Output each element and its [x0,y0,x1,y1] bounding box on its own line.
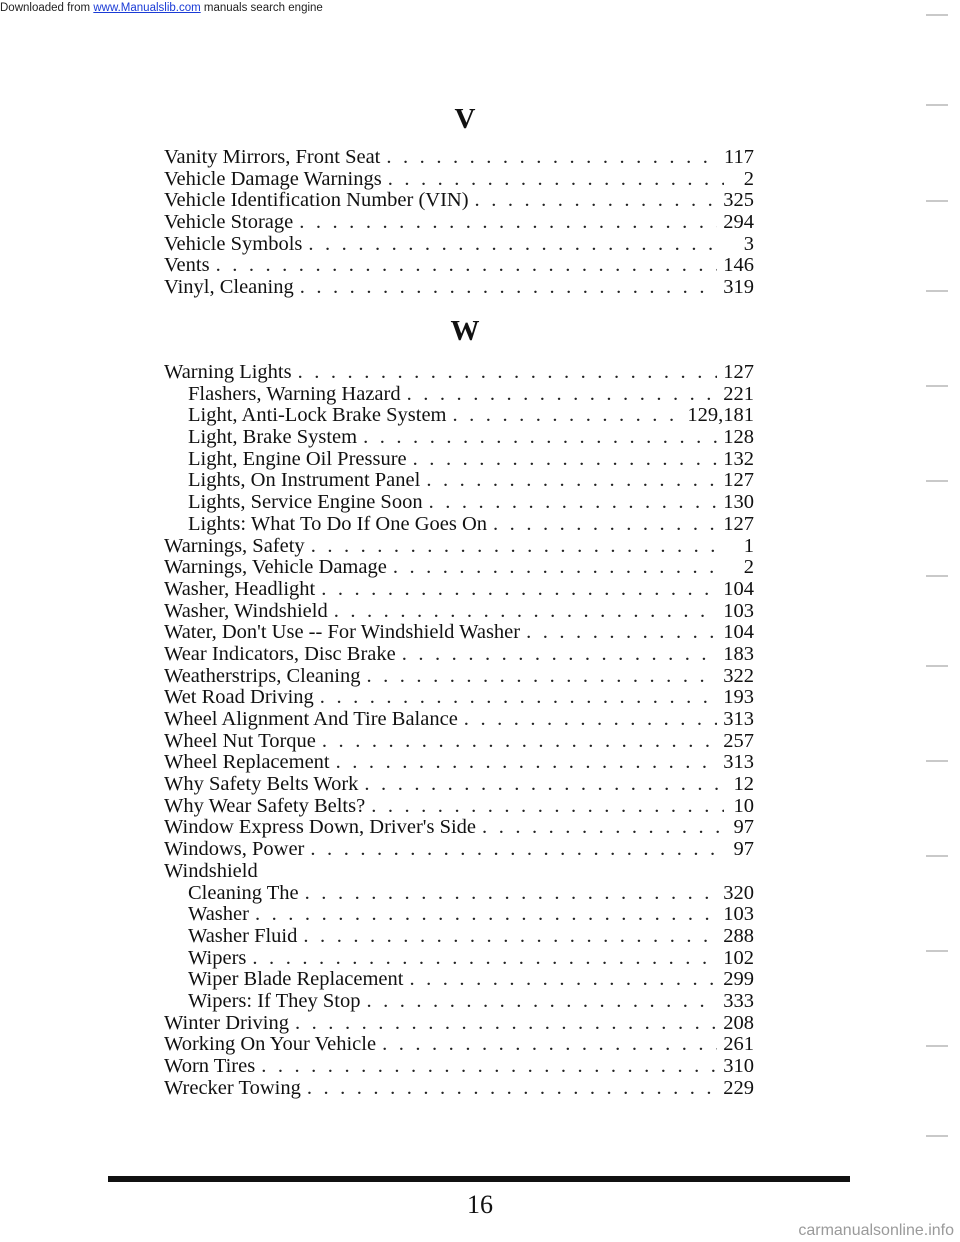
margin-mark [926,14,948,16]
entry-label: Wet Road Driving [164,686,314,709]
index-entry [164,1013,754,1035]
entry-label: Warnings, Vehicle Damage [164,556,387,579]
entry-label: Wiper Blade Replacement [188,968,404,991]
entry-page: 310 [723,1055,754,1077]
dot-leader [402,644,718,666]
entry-page: 97 [733,838,754,861]
entry-page: 2 [743,167,754,190]
entry-page: 229 [723,1076,754,1099]
dot-leader [426,470,717,492]
entry-label: Vehicle Identification Number (VIN) [164,189,469,212]
dot-leader [475,190,718,212]
entry-page: 294 [723,211,754,234]
dot-leader [409,969,717,991]
index-subentry [164,470,754,492]
dot-leader [364,774,724,796]
index-subentry [164,427,754,449]
entry-label: Wipers [188,946,247,969]
index-subentry [164,969,754,991]
index-entry [164,774,754,796]
index-subentry [164,883,754,905]
entry-page: 221 [723,382,754,405]
index-subentry [164,492,754,514]
entry-page: 97 [733,816,754,839]
dot-leader [493,514,717,536]
index-entry [164,687,754,709]
dot-leader [295,1013,717,1035]
dot-leader [308,234,724,256]
entry-label: Winter Driving [164,1011,289,1034]
index-entry [164,861,754,883]
entry-label: Washer, Windshield [164,599,328,622]
margin-mark [926,290,948,292]
dot-leader [386,147,718,169]
dot-leader [464,709,717,731]
entry-page: 127 [723,469,754,492]
entry-label: Vents [164,254,210,277]
index-entry [164,839,754,861]
section-letter-v: V [454,103,476,135]
download-banner [0,0,960,16]
dot-leader [334,601,718,623]
dot-leader [320,687,717,709]
entry-label: Cleaning The [188,881,299,904]
dot-leader [303,926,717,948]
index-subentry [164,449,754,471]
entry-label: Washer Fluid [188,924,298,947]
entry-page: 127 [723,512,754,535]
entry-page: 288 [723,924,754,947]
entry-label: Wheel Replacement [164,751,330,774]
entry-page: 1 [743,534,754,557]
entry-page: 132 [723,447,754,470]
index-subentry [164,405,754,427]
entry-page: 313 [723,751,754,774]
section-letter-w: W [450,315,480,347]
entry-page: 103 [723,599,754,622]
margin-mark [926,200,948,202]
index-entry [164,622,754,644]
entry-label: Water, Don't Use -- For Windshield Washer [164,621,521,644]
entry-page: 128 [723,426,754,449]
dot-leader [482,817,724,839]
index-entry [164,817,754,839]
entry-page: 261 [723,1033,754,1056]
index-section-v [164,104,754,299]
entry-label: Flashers, Warning Hazard [188,382,401,405]
entry-label: Window Express Down, Driver's Side [164,816,477,839]
dot-leader [336,752,718,774]
entry-label: Vinyl, Cleaning [164,276,294,299]
entry-page: 117 [724,146,754,168]
dot-leader [382,1034,717,1056]
entry-label: Working On Your Vehicle [164,1033,377,1056]
entry-label: Vehicle Storage [164,211,294,234]
dot-leader [252,948,717,970]
entry-label: Worn Tires [164,1055,256,1077]
entry-label: Light, Brake System [188,426,358,449]
entry-page: 127 [723,361,754,383]
index-entry [164,752,754,774]
banner-suffix: manuals search engine [200,2,323,14]
entry-page: 104 [723,621,754,644]
entry-list-v [164,147,754,299]
index-subentry [164,384,754,406]
dot-leader [322,731,717,753]
dot-leader [321,579,717,601]
entry-page: 320 [723,881,754,904]
footer-watermark: carmanualsonline.info [798,1222,954,1239]
entry-label: Why Safety Belts Work [164,773,359,796]
index-entry [164,536,754,558]
entry-label: Vehicle Symbols [164,232,303,255]
dot-leader [305,883,718,905]
index-subentry [164,514,754,536]
index-entry [164,277,754,299]
index-entry [164,1034,754,1056]
index-entry [164,709,754,731]
entry-label: Wheel Alignment And Tire Balance [164,708,458,730]
dot-leader [371,796,724,818]
entry-page: 2 [743,556,754,579]
entry-label: Warnings, Safety [164,534,305,557]
dot-leader [311,536,724,558]
dot-leader [388,169,724,191]
index-entry [164,666,754,688]
dot-leader [429,492,718,514]
margin-mark [926,1135,948,1137]
index-entry [164,557,754,579]
index-entry [164,234,754,256]
entry-label: Vehicle Damage Warnings [164,167,382,190]
entry-label: Light, Engine Oil Pressure [188,447,407,470]
index-subentry [164,926,754,948]
entry-label: Lights, Service Engine Soon [188,491,423,514]
banner-prefix: Downloaded from [0,2,94,14]
entry-label: Wipers: If They Stop [188,989,361,1012]
dot-leader [413,449,718,471]
index-entry [164,601,754,623]
entry-page: 146 [723,254,754,277]
margin-mark [926,575,948,577]
margin-mark [926,665,948,667]
page-rule [108,1176,850,1182]
margin-mark [926,385,948,387]
margin-mark [926,480,948,482]
index-entry [164,1078,754,1100]
dot-leader [366,666,717,688]
entry-label: Vanity Mirrors, Front Seat [164,146,381,168]
index-entry [164,1056,754,1078]
dot-leader [298,362,718,384]
entry-label: Weatherstrips, Cleaning [164,664,361,687]
margin-mark [926,1045,948,1047]
entry-label: Lights: What To Do If One Goes On [188,512,488,535]
index-entry [164,190,754,212]
index-entry [164,731,754,753]
dot-leader [299,212,717,234]
index-subentry [164,948,754,970]
entry-page: 10 [733,794,754,817]
dot-leader [363,427,717,449]
entry-label: Why Wear Safety Belts? [164,794,366,817]
entry-page: 129,181 [687,404,754,427]
index-entry [164,147,754,169]
index-entry [164,169,754,191]
entry-page: 333 [723,989,754,1012]
dot-leader [310,839,724,861]
entry-label: Windshield [164,859,258,882]
entry-page: 130 [723,491,754,514]
entry-page: 319 [723,276,754,299]
entry-list-w [164,362,754,1099]
entry-page: 183 [723,642,754,665]
entry-label: Wear Indicators, Disc Brake [164,642,396,665]
entry-page: 257 [723,729,754,752]
dot-leader [307,1078,717,1100]
entry-page: 299 [723,968,754,991]
dot-leader [216,255,718,277]
index-entry [164,796,754,818]
entry-page: 193 [723,686,754,709]
index-subentry [164,991,754,1013]
dot-leader [393,557,724,579]
dot-leader [453,405,682,427]
page-number: 16 [467,1190,493,1219]
entry-page: 322 [723,664,754,687]
manualslib-link[interactable]: www.Manualslib.com [93,2,201,14]
entry-label: Lights, On Instrument Panel [188,469,421,492]
entry-page: 12 [733,773,754,796]
margin-mark [926,104,948,106]
dot-leader [526,622,717,644]
dot-leader [407,384,718,406]
dot-leader [366,991,717,1013]
entry-page: 208 [723,1011,754,1034]
index-subentry [164,904,754,926]
entry-page: 313 [723,708,754,730]
index-section-w [164,316,754,1099]
entry-label: Light, Anti-Lock Brake System [188,404,447,427]
entry-label: Washer, Headlight [164,577,316,600]
entry-page: 102 [723,946,754,969]
dot-leader [300,277,718,299]
entry-label: Warning Lights [164,361,292,383]
index-entry [164,362,754,384]
entry-page: 103 [723,903,754,926]
index-entry [164,644,754,666]
index-entry [164,579,754,601]
entry-page: 3 [743,232,754,255]
entry-label: Windows, Power [164,838,305,861]
margin-mark [926,760,948,762]
margin-mark [926,855,948,857]
entry-label: Wheel Nut Torque [164,729,316,752]
entry-label: Wrecker Towing [164,1076,301,1099]
margin-mark [926,950,948,952]
index-entry [164,255,754,277]
dot-leader [255,904,717,926]
entry-page: 104 [723,577,754,600]
entry-label: Washer [188,903,249,926]
entry-page: 325 [723,189,754,212]
index-entry [164,212,754,234]
dot-leader [261,1056,717,1078]
